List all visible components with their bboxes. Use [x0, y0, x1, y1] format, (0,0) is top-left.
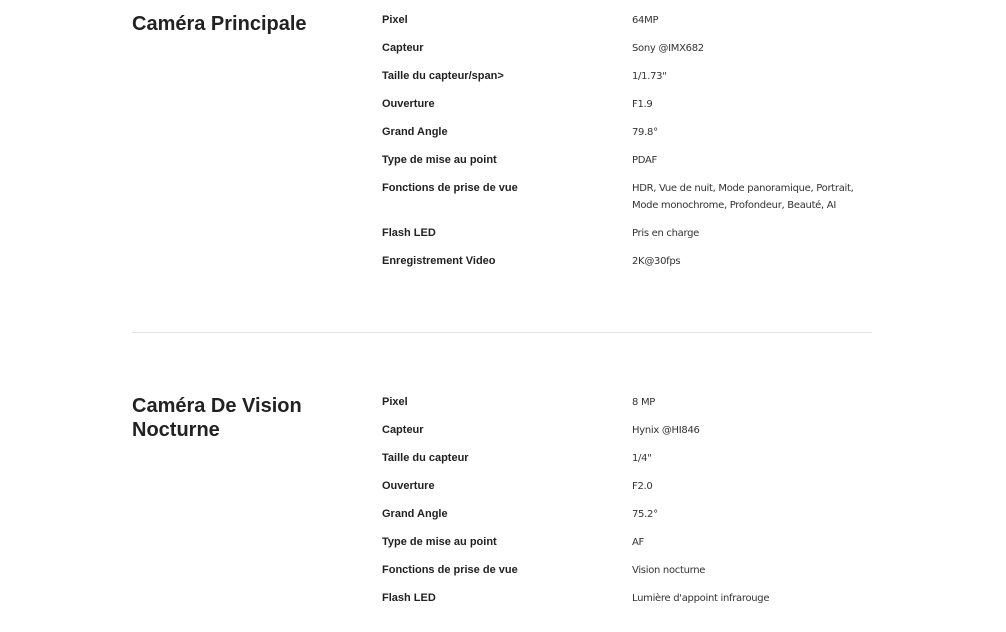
spec-label: Pixel — [382, 396, 408, 408]
spec-row-sensor-size — [382, 450, 872, 478]
spec-row-focus-type — [382, 534, 872, 562]
spec-label: Fonctions de prise de vue — [382, 182, 518, 194]
spec-row-pixel — [382, 12, 872, 40]
spec-value: 2K@30fps — [632, 256, 681, 267]
spec-row-video-recording — [382, 253, 872, 281]
spec-row-sensor-size — [382, 68, 872, 96]
spec-value: HDR, Vue de nuit, Mode panoramique, Portrait, Mode monochrome, Profondeur, Beauté, AI — [632, 183, 854, 211]
section-divider — [132, 332, 872, 333]
spec-value: Vision nocturne — [632, 565, 706, 576]
spec-value: 1/1.73" — [632, 71, 667, 82]
spec-value: 1/4" — [632, 453, 652, 464]
spec-value: Hynix @HI846 — [632, 425, 700, 436]
spec-value: Pris en charge — [632, 228, 700, 239]
spec-value: AF — [632, 537, 644, 548]
spec-value: Lumière d'appoint infrarouge — [632, 593, 770, 604]
spec-row-shooting-features — [382, 562, 872, 590]
spec-label: Grand Angle — [382, 508, 448, 520]
spec-label: Enregistrement Video — [382, 255, 496, 267]
spec-row-focus-type — [382, 152, 872, 180]
spec-label: Fonctions de prise de vue — [382, 564, 518, 576]
spec-value: 79.8° — [632, 127, 658, 138]
spec-row-wide-angle — [382, 506, 872, 534]
spec-label: Capteur — [382, 42, 424, 54]
spec-label: Pixel — [382, 14, 408, 26]
spec-value: PDAF — [632, 155, 657, 166]
spec-list — [382, 394, 872, 618]
spec-row-led-flash — [382, 590, 872, 618]
spec-value: 64MP — [632, 15, 659, 26]
spec-value: F2.0 — [632, 481, 653, 492]
spec-row-sensor — [382, 422, 872, 450]
spec-label: Flash LED — [382, 592, 436, 604]
spec-row-shooting-features — [382, 180, 872, 225]
spec-row-led-flash — [382, 225, 872, 253]
section-title: Caméra Principale — [132, 13, 307, 35]
spec-row-aperture — [382, 96, 872, 124]
spec-value: 75.2° — [632, 509, 658, 520]
spec-label: Taille du capteur/span> — [382, 70, 504, 82]
spec-row-wide-angle — [382, 124, 872, 152]
spec-row-pixel — [382, 394, 872, 422]
spec-label: Grand Angle — [382, 126, 448, 138]
spec-value: F1.9 — [632, 99, 653, 110]
spec-label: Ouverture — [382, 480, 435, 492]
spec-row-sensor — [382, 40, 872, 68]
spec-value: 8 MP — [632, 397, 655, 408]
spec-row-aperture — [382, 478, 872, 506]
spec-label: Type de mise au point — [382, 154, 497, 166]
spec-label: Taille du capteur — [382, 452, 469, 464]
spec-list — [382, 12, 872, 281]
spec-label: Flash LED — [382, 227, 436, 239]
spec-label: Ouverture — [382, 98, 435, 110]
spec-value: Sony @IMX682 — [632, 43, 704, 54]
spec-label: Capteur — [382, 424, 424, 436]
section-title: Caméra De Vision Nocturne — [132, 395, 302, 441]
spec-label: Type de mise au point — [382, 536, 497, 548]
